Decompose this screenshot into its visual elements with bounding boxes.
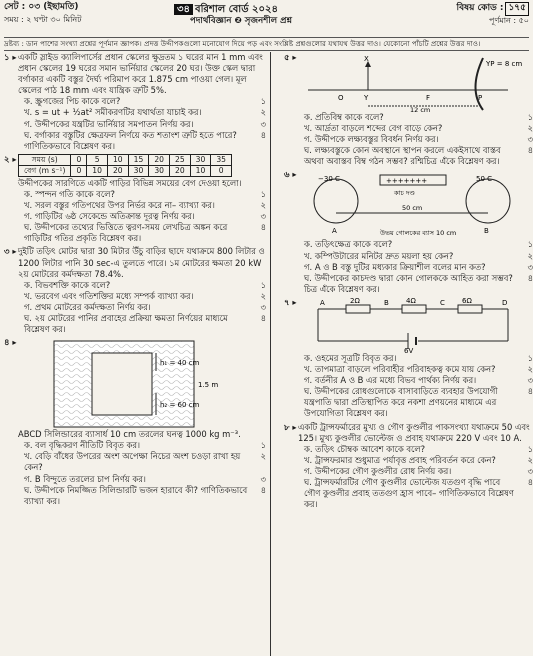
question-5 [284, 52, 533, 167]
node-c: C [440, 298, 445, 307]
left-column [4, 52, 266, 509]
sub-question: ক. স্পন্দন গতি কাকে বলে? ১ [24, 188, 266, 199]
table-cell: 5 [87, 154, 108, 165]
question-number: ৪ ▸ [4, 337, 17, 348]
subject-code-value: ১৭৫ [505, 2, 529, 16]
question-stem: একটি ট্রান্সফর্মারের মুখ্য ও গৌণ কুণ্ডলীর পাকসংখ্যা যথাক্রমে 50 এবং 125। মুখ্য কুণ্ডলীর ভোল্টেজ ও প্রবাহ যথাক্রমে 220 V এবং 10 A. [298, 421, 530, 443]
point-x: X [364, 55, 369, 63]
mirror-diagram [298, 52, 528, 112]
sub-question: ক. তড়িৎক্ষেত্র কাকে বলে? ১ [304, 239, 533, 250]
sub-question: খ. বেড়ি বাঁধের উপরের অংশ অপেক্ষা নিচের অংশ চওড়া রাখা হয় কেন? ২ [24, 451, 266, 473]
page-header [4, 2, 529, 36]
sub-question: ক. বল বৃদ্ধিকরণ নীতিটি বিবৃত কর। ১ [24, 440, 266, 451]
velocity-table [18, 154, 232, 177]
resistor-3: 6Ω [462, 296, 472, 305]
question-number: ৫ ▸ [284, 52, 297, 62]
sub-question: খ. ভরবেগ এবং গতিশক্তির মধ্যে সম্পর্ক ব্যাখ্যা কর। ২ [24, 290, 266, 301]
sub-question: ঘ. বর্গাকার বস্তুটির ক্ষেত্রফল নির্ণয়ে কত শতাংশ ত্রুটি হতে পারে? গাণিতিকভাবে বিশ্লেষণ কর। ৪ [24, 129, 266, 151]
question-4 [4, 337, 266, 507]
height-label: 1.5 m [198, 381, 219, 390]
question-1 [4, 52, 266, 152]
sub-question: খ. s = ut + ½at² সমীকরণটির যথার্থতা যাচাই কর। ২ [24, 107, 266, 118]
point-y: Y [364, 94, 369, 102]
h1-label: h₁ = 40 cm [160, 359, 200, 368]
sub-question: খ. ট্রান্সফরমার শুধুমাত্র পর্যাবৃত্ত প্রবাহ পরিবর্তন করে কেন? ২ [304, 454, 533, 465]
rod-charges: +++++++ [386, 177, 428, 186]
question-number: ৩ ▸ [4, 246, 17, 257]
diameter-caption: উভয় গোলকের ব্যাস 10 cm [380, 229, 457, 238]
table-cell: 0 [71, 165, 87, 176]
question-3 [4, 246, 266, 335]
sphere-b-label: B [484, 227, 489, 236]
right-column [284, 52, 533, 512]
table-cell: 10 [190, 165, 211, 176]
point-f: F [426, 94, 431, 102]
sub-question: ক. স্ক্রুগজের পিচ কাকে বলে? ১ [24, 96, 266, 107]
sub-question: গ. উদ্দীপকে লক্ষ্যবস্তুর বিবর্ধন নির্ণয় কর। ৩ [304, 134, 533, 145]
time-label: সময় : ২ ঘণ্টা ৩০ মিনিট [4, 15, 82, 24]
sub-question: গ. গাড়িটির ৬ষ্ঠ সেকেন্ডে অতিক্রান্ত দূরত্ব নির্ণয় কর। ৩ [24, 211, 266, 222]
question-stem: উদ্দীপকের সারণিতে একটি গাড়ির বিভিন্ন সময়ের বেগ দেওয়া হলো। [18, 177, 242, 188]
sub-question: ঘ. উদ্দীপকের তথ্যের ভিত্তিতে ত্বরণ-সময় লেখচিত্র অঙ্কন করে গাড়িটির গতির প্রকৃতি বিশ্লেষণ কর। ৪ [24, 222, 266, 244]
sub-question: ক. প্রতিবিম্ব কাকে বলে? ১ [304, 112, 533, 122]
table-cell: 20 [107, 165, 128, 176]
sub-question: ক. ওহমের সূত্রটি বিবৃত কর। ১ [304, 352, 533, 363]
sub-question: গ. উদ্দীপকের যন্ত্রটির ভার্নিয়ার সমপাতন নির্ণয় কর। ৩ [24, 118, 266, 129]
battery-label: 6V [404, 346, 414, 353]
question-7 [284, 297, 533, 420]
table-header: বেগ (m s⁻¹) [19, 165, 71, 176]
cylinder-diagram [14, 337, 264, 429]
table-cell: 35 [211, 154, 232, 165]
table-cell: 0 [71, 154, 87, 165]
question-6 [284, 169, 533, 294]
sub-question: গ. A ও B বস্তু দুটির মধ্যকার ক্রিয়াশীল বলের মান কত? ৩ [304, 261, 533, 272]
sub-question: ঘ. ট্রান্সফর্মারটির গৌণ কুণ্ডলীর ভোল্টেজ যতগুণ বৃদ্ধি পাবে গৌণ কুণ্ডলীর প্রবাহ ততগুণ হ্রাস পাবে– গাণিতিকভাবে বিশ্লেষণ কর। ৪ [304, 476, 533, 510]
question-8 [284, 422, 533, 511]
rod-label: কাচ দণ্ড [394, 189, 415, 198]
subject-code [457, 2, 529, 16]
node-b: B [384, 298, 389, 307]
charge-a: −30 C [318, 175, 340, 184]
node-a: A [320, 298, 325, 307]
sphere-a-label: A [332, 227, 337, 236]
sub-question: ঘ. উদ্দীপকে নিমজ্জিত সিলিন্ডারটি ভজন হারাবে কী? গাণিতিকভাবে ব্যাখ্যা কর। ৪ [24, 484, 266, 506]
resistor-2: 4Ω [406, 296, 416, 305]
set-label: সেট : ০৩ (ইছামতি) [4, 2, 79, 12]
sub-question: ক. বিভবশক্তি কাকে বলে? ১ [24, 279, 266, 290]
point-p: P [478, 94, 483, 102]
table-cell: 20 [149, 154, 170, 165]
sub-question: গ. উদ্দীপকের গৌণ কুণ্ডলীর রোধ নির্ণয় কর। ৩ [304, 465, 533, 476]
question-number: ২ ▸ [4, 153, 17, 164]
h2-label: h₂ = 60 cm [160, 401, 200, 410]
question-stem: একটি স্লাইড ক্যালিপার্সের প্রধান স্কেলের ক্ষুদ্রতম ১ ঘরের মান 1 mm এবং প্রধান স্কেলের 19 ঘরের সমান ভার্নিয়ার স্কেলের 20 ঘর। উক্ত স্কেল দ্বারা বর্গাকার একটি বস্তুর দৈর্ঘ্য পরিমাপ করে 1.875 cm পাওয়া গেল। মূল স্কেলের পাঠ 18 mm এবং যান্ত্রিক ত্রুটি 5%. [18, 52, 263, 96]
table-cell: 15 [128, 154, 149, 165]
full-marks: পূর্ণমান : ৫০ [489, 16, 529, 25]
sub-question: ঘ. উদ্দীপকের রোধগুলোকে বাসাবাড়িতে ব্যবহার উপযোগী যন্ত্রপাতি দ্বারা প্রতিস্থাপিত করে নকশা প্রণয়নের মাধ্যমে এর উপযোগিতা বিশ্লেষণ কর। ৪ [304, 386, 533, 419]
charged-spheres-diagram [298, 169, 528, 239]
question-stem: ABCD সিলিন্ডারের ব্যাসার্ধ 10 cm তরলের ঘনত্ব 1000 kg m⁻³. [18, 429, 241, 440]
board-name: বরিশাল বোর্ড ২০২৪ [195, 4, 279, 15]
sub-question: ঘ. ২য় মোটরের পানির প্রবাহের প্রক্রিয়া ক্ষমতা নির্ণয়ের মাধ্যমে বিশ্লেষণ কর। ৪ [24, 313, 266, 335]
subject-title: পদার্থবিজ্ঞান ❷ সৃজনশীল প্রশ্ন [190, 16, 293, 26]
subject-code-label: বিষয় কোড : [456, 3, 504, 13]
circuit-diagram [298, 297, 528, 353]
sub-question: খ. আর্দ্রতা বাড়লে শব্দের বেগ বাড়ে কেন? ২ [304, 123, 533, 134]
table-cell: 10 [87, 165, 108, 176]
question-stem: দুইটি তড়িৎ মোটর দ্বারা 30 মিটার উঁচু বাড়ির ছাদে যথাক্রমে 800 লিটার ও 1200 লিটার পানি 30 sec-এ তুলতে পারে। ১ম মোটরের ক্ষমতা 20 kW ২য় মোটরের কর্মদক্ষতা 78.4%. [18, 246, 265, 279]
sub-question: ঘ. উদ্দীপকের কাচদণ্ড দ্বারা কোন গোলককে আহিত করা সম্ভব? চিত্র এঁকে বিশ্লেষণ কর। ৪ [304, 272, 533, 294]
yp-label: YP = 8 cm [486, 60, 523, 68]
sub-question: খ. তাপমাত্রা বাড়লে পরিবাহীর পরিবাহকত্ব কমে যায় কেন? ২ [304, 364, 533, 375]
resistor-1: 2Ω [350, 296, 360, 305]
node-d: D [502, 298, 508, 307]
table-cell: 30 [128, 165, 149, 176]
point-o: O [338, 94, 344, 102]
separation-label: 50 cm [402, 204, 423, 213]
table-cell: 20 [169, 165, 190, 176]
distance-label: 12 cm [410, 106, 431, 112]
charge-b: 50 C [476, 175, 493, 184]
sub-question: গ. প্রথম মোটরের কর্মদক্ষতা নির্ণয় কর। ৩ [24, 301, 266, 312]
sub-question: খ. কম্পিউটারের মনিটর দ্রুত ময়লা হয় কেন? ২ [304, 250, 533, 261]
sub-question: গ. B বিন্দুতে তরলের চাপ নির্ণয় কর। ৩ [24, 473, 266, 484]
sub-question: গ. বর্তনীর A ও B এর মধ্যে বিভব পার্থক্য নির্ণয় কর। ৩ [304, 375, 533, 386]
sub-question: ঘ. লক্ষ্যবস্তুকে কোন অবস্থানে স্থাপন করলে একইসাথে বাস্তব অথবা অবাস্তব বিম্ব গঠন সম্ভব? রশ্মিচিত্র এঁকে বিশ্লেষণ কর। ৪ [304, 145, 533, 167]
column-divider [270, 52, 271, 656]
table-cell: 30 [149, 165, 170, 176]
table-cell: 10 [107, 154, 128, 165]
sub-question: ক. তড়িৎ চৌম্বক আবেশ কাকে বলে? ১ [304, 443, 533, 454]
instruction-line: দ্রষ্টব্য : ডান পাশের সংখ্যা প্রশ্নের পূর্ণমান জ্ঞাপক। প্রদত্ত উদ্দীপকগুলো মনোযোগ দিয়ে পড় এবং সংশ্লিষ্ট প্রশ্নগুলোর যথাযথ উত্তর দাও। যেকোনো পাঁচটি প্রশ্নের উত্তর দাও। [4, 37, 529, 51]
question-2 [4, 154, 266, 245]
board-number: ৩৪ [174, 4, 193, 15]
sub-question: খ. সরল বস্তুর গতিপথের উপর নির্ভর করে না– ব্যাখ্যা কর। ২ [24, 200, 266, 211]
table-cell: 25 [169, 154, 190, 165]
board-title [174, 3, 278, 16]
table-cell: 0 [211, 165, 232, 176]
question-number: ১ ▸ [4, 52, 17, 62]
table-header: সময় (s) [19, 154, 71, 165]
question-number: ৮ ▸ [284, 421, 297, 432]
question-number: ৭ ▸ [284, 296, 297, 307]
question-number: ৬ ▸ [284, 169, 297, 180]
table-cell: 30 [190, 154, 211, 165]
